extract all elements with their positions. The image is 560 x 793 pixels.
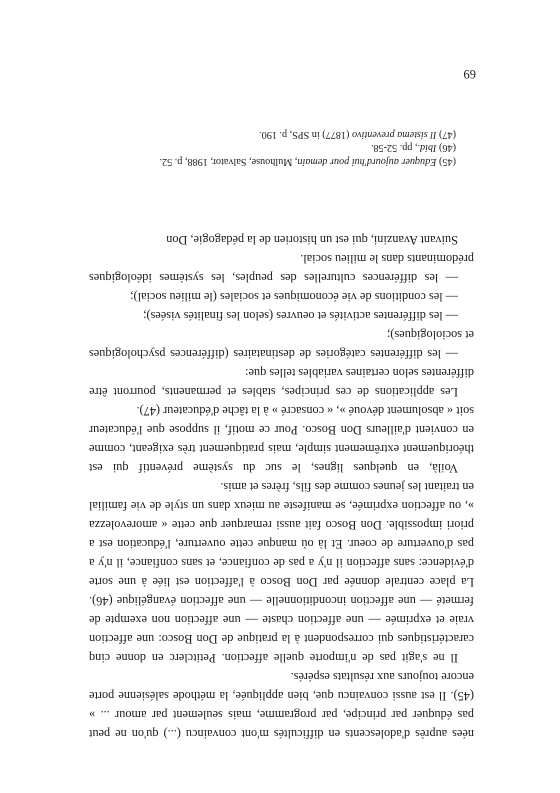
list-item-1: — les différentes catégories de destinataires (différences psychologiques et sociologiques); (89, 328, 474, 361)
list-item-2: — les différentes activités et oeuvres (selon les finalités visées); (143, 309, 458, 323)
paragraph-3: Voilà, en quelques lignes, le suc du système préventif qui est théoriquement extrêmement simple, mais pratiquement très exigeant, comme en convient d'ailleurs Don Bosco. Pour ce motif, il suppose que l'éducateur soit « absolument dévoué », « consacré » à la tâche d'éducateur (47). (89, 404, 474, 475)
footnote-title: Ibid. (417, 142, 437, 154)
page-number: 69 (463, 67, 476, 81)
paragraph-5: Suivant Avanzini, qui est un historien de la pédagogie, Don (166, 233, 458, 247)
footnote-47 (86, 128, 456, 142)
footnote-number: (45) (436, 156, 456, 167)
footnote-title: Eduquer aujourd'hui pour demain (297, 156, 437, 167)
list-item-3: — les conditions de vie économiques et sociales (le milieu social); (130, 290, 458, 304)
paragraph-1: nées auprès d'adolescents en difficultés m'ont convaincu (...) qu'on ne peut pas éduquer par principe, par programme, mais seulement par amour ... » (45). Il est aussi convaincu que, bien appliquée, la méthode salésienne porte encore toujours aux résultats espérés. (89, 670, 474, 741)
list-item-4: — les différences culturelles des peuples, les systèmes idéologiques prédominants dans le milieu social. (89, 252, 474, 285)
footnote-detail: , Mulhouse, Salvator, 1988, p. 52. (159, 156, 298, 167)
paragraph-4: Les applications de ces principes, stables et permanents, pourront être différentes selon certaines variables telles que: (89, 366, 474, 399)
paragraph-2: Il ne s'agit pas de n'importe quelle affection. Petitclerc en donne cinq caractéristiques qui correspondent à la pratique de Don Bosco: une affection vraie et exprimée — une affection chaste — une affection non exempte de fermeté — une affection inconditionnelle — une affection évangélique (46). La place centrale donnée par Don Bosco à l'affection est liée à une sorte d'évidence: sans affection il n'y a pas de confiance, et sans confiance, il n'y a pas d'ouverture de coeur. Et là où manque cette ouverture, l'éducation est a priori impossible. Don Bosco fait aussi remarquer que cette « amorevolezza », ou affection exprimée, se manifeste au mieux dans un style de vie familial en traitant les jeunes comme des fils, frères et amis. (89, 480, 474, 665)
footnote-number: (47) (436, 129, 456, 140)
footnote-45 (86, 155, 456, 169)
footnote-46 (86, 141, 456, 155)
footnote-title: Il sistema preventivo (351, 129, 437, 140)
footnote-detail: (1877) in SPS, p. 190. (259, 129, 352, 140)
footnote-detail: , pp. 52-58. (370, 142, 418, 154)
body-text (89, 230, 474, 743)
footnotes (86, 128, 456, 169)
footnote-number: (46) (436, 142, 456, 154)
